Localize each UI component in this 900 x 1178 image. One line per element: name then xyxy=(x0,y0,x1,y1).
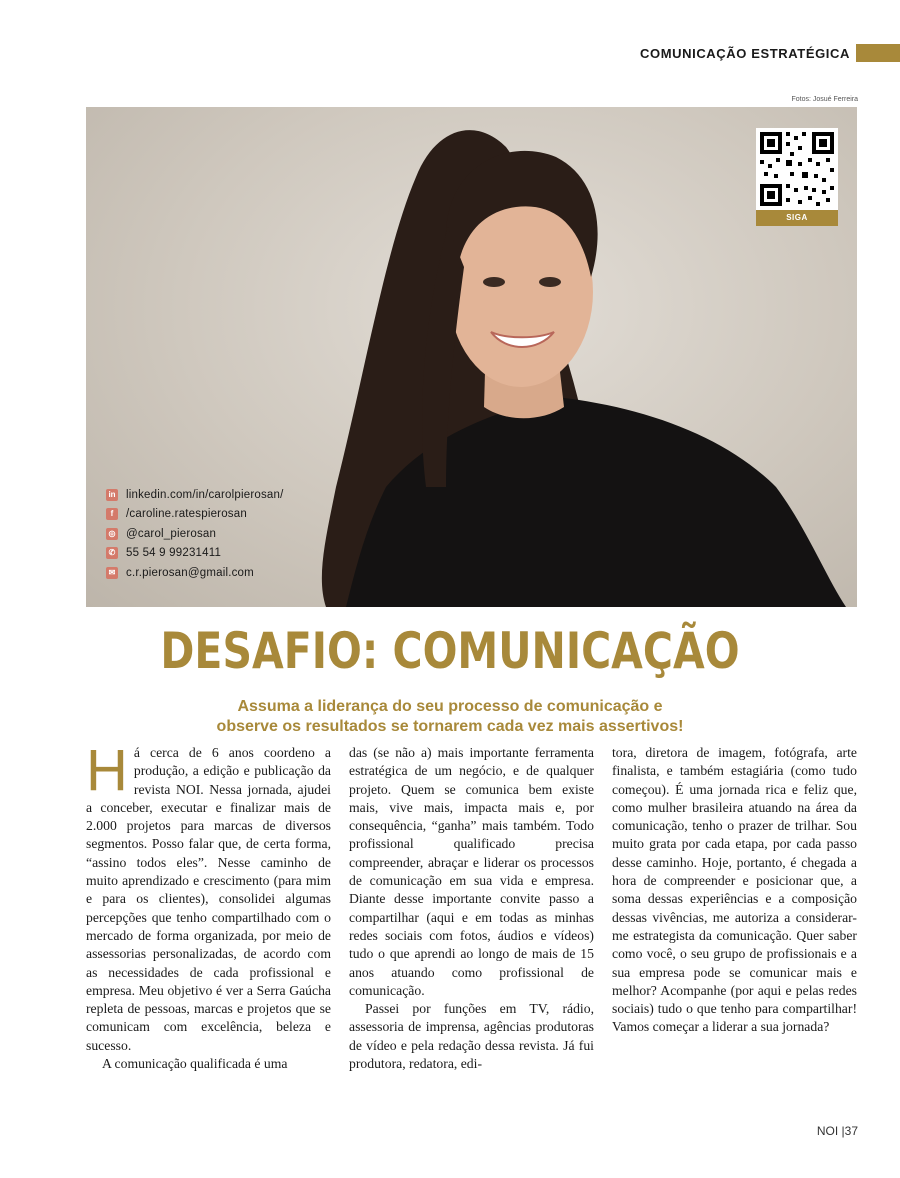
contact-linkedin[interactable] xyxy=(106,485,284,505)
contact-text[interactable]: linkedin.com/in/carolpierosan/ xyxy=(126,488,284,501)
qr-code[interactable] xyxy=(756,128,838,210)
paragraph: das (se não a) mais importante ferramenta estratégica de um negócio, e de qualquer projeto. Quem se comunica bem existe mais, vive mais, impacta mais e, por consequência, “ganha” mais também. Todo profissional qualificado precisa compreender, abraçar e liderar os processos de comunicação em sua vida e empresa. Diante desse importante convite passo a compartilhar (aqui e em todas as minhas redes sociais com fotos, áudios e vídeos) tudo o que aprendi ao longo de mais de 15 anos atuando como profissional de comunicação. xyxy=(349,745,594,998)
column-3 xyxy=(612,744,857,1037)
article-headline: DESAFIO: COMUNICAÇÃO xyxy=(160,622,740,680)
qr-code-box[interactable] xyxy=(756,128,838,226)
paragraph-text: á cerca de 6 anos coordeno a produção, a edição e publicação da revista NOI. Nessa jornada, ajudei a conceber, executar e finalizar mais de 2.000 projetos para marcas de diversos segmentos. Posso falar que, de certa forma, “assino todos eles”. Nesse caminho de muito aprendizado e crescimento (para mim e para os clientes), consolidei algumas percepções que tenho compartilhado com o mercado de forma organizada, por meio de assessorias personalizadas, de acordo com as necessidades de cada profissional e empresa. Meu objetivo é ver a Serra Gaúcha repleta de pessoas, marcas e projetos que se comunicam com excelência, beleza e sucesso. xyxy=(86,745,331,1053)
paragraph: tora, diretora de imagem, fotógrafa, arte finalista, e também estagiária (como tudo começou). É uma jornada rica e feliz que, como mulher brasileira atuando na área da comunicação, tenho o prazer de trilhar. Sou muito grata por cada etapa, por cada passo desse caminho. Hoje, portanto, é chegada a hora de compreender e posicionar que, a soma dessas experiências e a composição dessas vivências, me autoriza a considerar-me estrategista da comunicação. Quer saber como você, o seu grupo de profissionais e a sua empresa pode se comunicar mais e melhor? Acompanhe (por aqui e pelas redes sociais) tudo o que tenho para compartilhar! Vamos começar a liderar a sua jornada? xyxy=(612,745,857,1035)
contact-facebook[interactable] xyxy=(106,505,284,525)
contact-text[interactable]: /caroline.ratespierosan xyxy=(126,508,247,521)
linkedin-icon: in xyxy=(106,489,118,501)
email-icon: ✉ xyxy=(106,567,118,579)
contact-text[interactable]: @carol_pierosan xyxy=(126,527,217,540)
paragraph: A comunicação qualificada é uma xyxy=(102,1056,288,1072)
contact-email[interactable] xyxy=(106,563,284,583)
column-2 xyxy=(349,744,594,1073)
contact-whatsapp[interactable] xyxy=(106,544,284,564)
whatsapp-icon: ✆ xyxy=(106,547,118,559)
facebook-icon: f xyxy=(106,508,118,520)
subheadline-text: Assuma a liderança do seu processo de comunicação e observe os resultados se tornarem cada vez mais assertivos! xyxy=(216,698,684,735)
contact-list xyxy=(106,485,284,583)
paragraph xyxy=(86,738,331,1055)
section-header xyxy=(640,44,900,62)
contact-instagram[interactable] xyxy=(106,524,284,544)
article-subheadline xyxy=(0,697,900,737)
qr-follow-label: SIGA xyxy=(756,210,838,226)
paragraph: Passei por funções em TV, rádio, assessoria de imprensa, agências produtoras de vídeo e pela redação dessa revista. Já fui produtora, redatora, edi- xyxy=(349,1001,594,1072)
portrait-photo xyxy=(86,107,857,607)
drop-cap: H xyxy=(86,738,128,803)
contact-text[interactable]: c.r.pierosan@gmail.com xyxy=(126,566,254,579)
instagram-icon: ◎ xyxy=(106,528,118,540)
page-number: NOI |37 xyxy=(816,1124,858,1138)
photo-credit: Fotos: Josué Ferreira xyxy=(791,96,858,103)
section-title: COMUNICAÇÃO ESTRATÉGICA xyxy=(640,45,850,61)
column-1 xyxy=(86,738,331,1073)
contact-text[interactable]: 55 54 9 99231411 xyxy=(126,547,222,560)
section-accent-bar xyxy=(856,44,900,62)
